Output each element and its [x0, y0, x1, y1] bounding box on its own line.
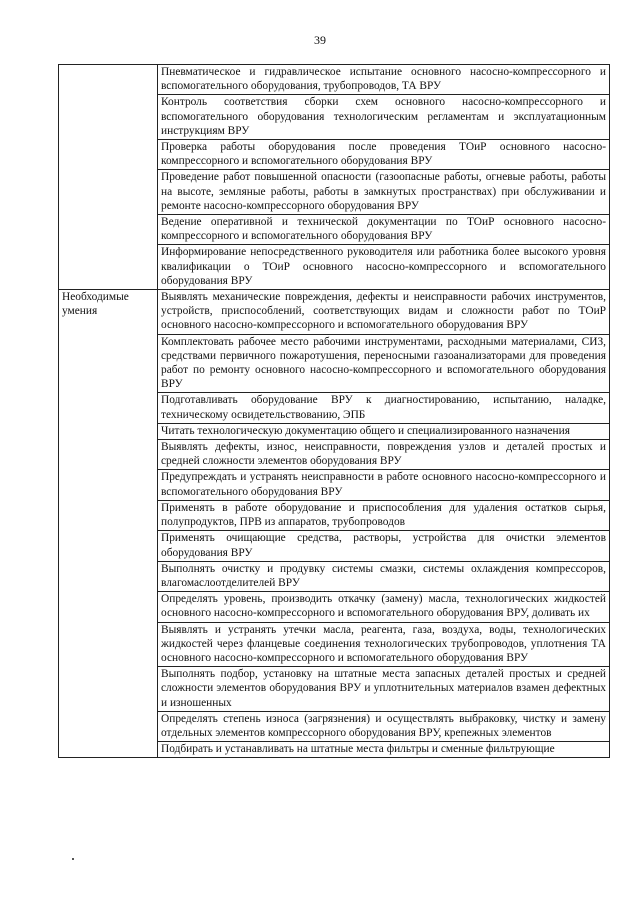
row-label-skills: Необходимые умения [59, 290, 158, 758]
table-cell: Определять уровень, производить откачку (замену) масла, технологических жидкостей основного насосно-компрессорного и вспомогательного оборудования ВРУ, доливать их [158, 592, 610, 622]
page-number: 39 [314, 33, 326, 47]
table-cell: Выявлять и устранять утечки масла, реагента, газа, воздуха, воды, технологических жидкостей через фланцевые соединения технологических трубопроводов, уплотнения ТА основного насосно-компрессорного и вспомогательного оборудования ВРУ [158, 622, 610, 667]
table-cell: Определять степень износа (загрязнения) и осуществлять выбраковку, чистку и замену отдельных элементов компрессорного оборудования ВРУ, крепежных элементов [158, 711, 610, 741]
table-cell: Комплектовать рабочее место рабочими инструментами, расходными материалами, СИЗ, средствами первичного пожаротушения, переносными газоанализаторами для проведения работ по ремонту основного насосно-компрессорного и вспомогательного оборудования ВРУ [158, 334, 610, 393]
table-cell: Пневматическое и гидравлическое испытание основного насосно-компрессорного и вспомогательного оборудования, трубопроводов, ТА ВРУ [158, 65, 610, 95]
table-cell: Проверка работы оборудования после проведения ТОиР основного насосно-компрессорного и вспомогательного оборудования ВРУ [158, 140, 610, 170]
table-cell: Применять в работе оборудование и приспособления для удаления остатков сырья, полупродуктов, ПРВ из аппаратов, трубопроводов [158, 500, 610, 530]
table-cell: Контроль соответствия сборки схем основного насосно-компрессорного и вспомогательного оборудования технологическим регламентам и эксплуатационным инструкциям ВРУ [158, 95, 610, 140]
table-cell: Выявлять механические повреждения, дефекты и неисправности рабочих инструментов, устройств, приспособлений, соответствующих видам и сложности работ по ТОиР основного насосно-компрессорного и вспомогательного оборудования ВРУ [158, 290, 610, 335]
table-cell: Предупреждать и устранять неисправности в работе основного насосно-компрессорного и вспомогательного оборудования ВРУ [158, 470, 610, 500]
table-cell: Информирование непосредственного руководителя или работника более высокого уровня квалификации о ТОиР основного насосно-компрессорного и вспомогательного оборудования ВРУ [158, 245, 610, 290]
table-cell: Применять очищающие средства, растворы, устройства для очистки элементов оборудования ВРУ [158, 531, 610, 561]
table-cell: Выполнять подбор, установку на штатные места запасных деталей простых и средней сложности элементов оборудования ВРУ и уплотнительных материалов взамен дефектных и изношенных [158, 667, 610, 712]
table-cell: Ведение оперативной и технической документации по ТОиР основного насосно-компрессорного и вспомогательного оборудования ВРУ [158, 215, 610, 245]
table-cell: Выявлять дефекты, износ, неисправности, повреждения узлов и деталей простых и средней сложности элементов оборудования ВРУ [158, 440, 610, 470]
table-cell: Проведение работ повышенной опасности (газоопасные работы, огневые работы, работы на высоте, земляные работы, работы в замкнутых пространствах) при обслуживании и ремонте насосно-компрессорного оборудования ВРУ [158, 170, 610, 215]
table-cell: Выполнять очистку и продувку системы смазки, системы охлаждения компрессоров, влагомаслоотделителей ВРУ [158, 561, 610, 591]
table-cell: Подготавливать оборудование ВРУ к диагностированию, испытанию, наладке, техническому освидетельствованию, ЭПБ [158, 393, 610, 423]
row-label-empty [59, 65, 158, 290]
requirements-table [58, 64, 610, 758]
table-cell: Читать технологическую документацию общего и специализированного назначения [158, 423, 610, 439]
scan-speck [72, 858, 74, 860]
table-row [59, 290, 610, 335]
table-row [59, 65, 610, 95]
table-cell: Подбирать и устанавливать на штатные места фильтры и сменные фильтрующие [158, 742, 610, 758]
